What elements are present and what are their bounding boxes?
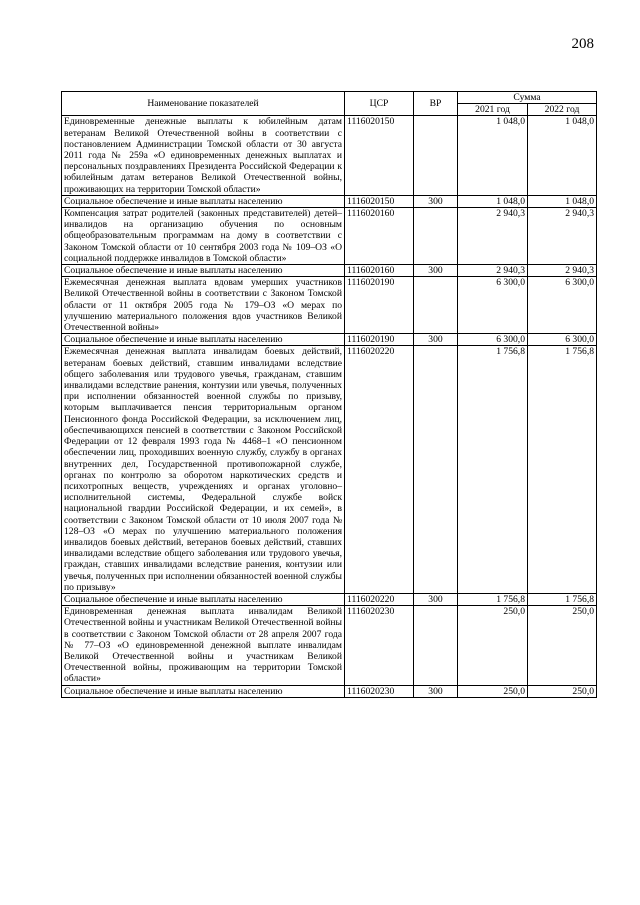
row-sum-2021-cell: 1 756,8 — [458, 593, 528, 605]
table-row — [62, 606, 597, 685]
row-csr-cell: 1116020160 — [345, 265, 414, 277]
header-year-2022: 2022 год — [528, 104, 597, 116]
row-name-cell: Социальное обеспечение и иные выплаты населению — [62, 334, 345, 346]
row-vr-cell: 300 — [414, 685, 458, 697]
table-row — [62, 265, 597, 277]
row-sum-2022-cell: 1 756,8 — [528, 346, 597, 593]
table-header — [62, 92, 597, 116]
row-csr-cell: 1116020150 — [345, 195, 414, 207]
row-sum-2021-cell: 6 300,0 — [458, 334, 528, 346]
row-sum-2021-cell: 250,0 — [458, 606, 528, 685]
row-csr-cell: 1116020230 — [345, 685, 414, 697]
row-name-cell: Ежемесячная денежная выплата инвалидам боевых действий, ветеранам боевых действий, ставшим инвалидами вследствие общего заболевания или трудового увечья, гражданам, ставшим инвалидами вследствие ранения, контузии или увечья, полученных при исполнении обязанностей военной службы по призыву, которым выплачивается пенсия территориальным органом Пенсионного фонда Российской Федерации, за исключением лиц, обеспечивающихся пенсией в соответствии с Законом Российской Федерации от 12 февраля 1993 года № 4468–1 «О пенсионном обеспечении лиц, проходивших военную службу, службу в органах внутренних дел, Государственной противопожарной службе, органах по контролю за оборотом наркотических средств и психотропных веществ, учреждениях и органах уголовно–исполнительной системы, Федеральной службе войск национальной гвардии Российской Федерации, и их семей», в соответствии с Законом Томской области от 10 июля 2007 года № 128–ОЗ «О мерах по улучшению материального положения инвалидов боевых действий, ветеранов боевых действий, ставших инвалидами вследствие общего заболевания или трудового увечья, граждан, ставших инвалидами вследствие ранения, контузии или увечья, полученных при исполнении обязанностей военной службы по призыву» — [62, 346, 345, 593]
row-name-cell: Единовременная денежная выплата инвалидам Великой Отечественной войны и участникам Великой Отечественной войны в соответствии с Законом Томской области от 28 апреля 2007 года № 77–ОЗ «О единовременной денежной выплате инвалидам Великой Отечественной войны и участникам Великой Отечественной войны, проживающим на территории Томской области» — [62, 606, 345, 685]
row-name-cell: Социальное обеспечение и иные выплаты населению — [62, 265, 345, 277]
header-name: Наименование показателей — [62, 92, 345, 116]
row-sum-2022-cell: 250,0 — [528, 685, 597, 697]
row-sum-2021-cell: 2 940,3 — [458, 265, 528, 277]
row-csr-cell: 1116020220 — [345, 346, 414, 593]
row-name-cell: Социальное обеспечение и иные выплаты населению — [62, 593, 345, 605]
row-csr-cell: 1116020220 — [345, 593, 414, 605]
row-csr-cell: 1116020160 — [345, 208, 414, 265]
header-vr: ВР — [414, 92, 458, 116]
row-sum-2022-cell: 1 048,0 — [528, 116, 597, 195]
row-csr-cell: 1116020230 — [345, 606, 414, 685]
table-body — [62, 116, 597, 697]
page-number: 208 — [571, 36, 594, 52]
row-sum-2022-cell: 6 300,0 — [528, 334, 597, 346]
row-vr-cell — [414, 116, 458, 195]
row-vr-cell: 300 — [414, 195, 458, 207]
row-csr-cell: 1116020190 — [345, 334, 414, 346]
row-sum-2022-cell: 1 756,8 — [528, 593, 597, 605]
row-vr-cell — [414, 346, 458, 593]
row-vr-cell — [414, 277, 458, 334]
header-year-2021: 2021 год — [458, 104, 528, 116]
row-vr-cell: 300 — [414, 593, 458, 605]
header-csr: ЦСР — [345, 92, 414, 116]
row-vr-cell — [414, 208, 458, 265]
row-vr-cell: 300 — [414, 265, 458, 277]
table-row — [62, 346, 597, 593]
row-sum-2022-cell: 1 048,0 — [528, 195, 597, 207]
table-row — [62, 208, 597, 265]
table-row — [62, 685, 597, 697]
row-name-cell: Компенсация затрат родителей (законных представителей) детей–инвалидов на организацию обучения по основным общеобразовательным программам на дому в соответствии с Законом Томской области от 10 сентября 2003 года № 109–ОЗ «О социальной поддержке инвалидов в Томской области» — [62, 208, 345, 265]
row-csr-cell: 1116020190 — [345, 277, 414, 334]
budget-table — [61, 91, 597, 698]
row-sum-2022-cell: 250,0 — [528, 606, 597, 685]
row-sum-2021-cell: 250,0 — [458, 685, 528, 697]
row-sum-2021-cell: 6 300,0 — [458, 277, 528, 334]
row-sum-2022-cell: 2 940,3 — [528, 265, 597, 277]
row-sum-2021-cell: 2 940,3 — [458, 208, 528, 265]
row-vr-cell — [414, 606, 458, 685]
row-name-cell: Социальное обеспечение и иные выплаты населению — [62, 195, 345, 207]
row-vr-cell: 300 — [414, 334, 458, 346]
row-sum-2021-cell: 1 048,0 — [458, 116, 528, 195]
row-sum-2021-cell: 1 756,8 — [458, 346, 528, 593]
row-name-cell: Единовременные денежные выплаты к юбилейным датам ветеранам Великой Отечественной войны в соответствии с постановлением Администрации Томской области от 30 августа 2011 года № 259а «О единовременных денежных выплатах и персональных поздравлениях Президента Российской Федерации к юбилейным датам ветеранов Великой Отечественной войны, проживающих на территории Томской области» — [62, 116, 345, 195]
row-sum-2022-cell: 6 300,0 — [528, 277, 597, 334]
header-sum: Сумма — [458, 92, 597, 104]
row-name-cell: Ежемесячная денежная выплата вдовам умерших участников Великой Отечественной войны в соответствии с Законом Томской области от 11 октября 2005 года № 179–ОЗ «О мерах по улучшению материального положения вдов участников Великой Отечественной войны» — [62, 277, 345, 334]
row-sum-2021-cell: 1 048,0 — [458, 195, 528, 207]
row-csr-cell: 1116020150 — [345, 116, 414, 195]
table-row — [62, 116, 597, 195]
row-sum-2022-cell: 2 940,3 — [528, 208, 597, 265]
table-row — [62, 195, 597, 207]
table-row — [62, 334, 597, 346]
table-row — [62, 277, 597, 334]
table-row — [62, 593, 597, 605]
row-name-cell: Социальное обеспечение и иные выплаты населению — [62, 685, 345, 697]
